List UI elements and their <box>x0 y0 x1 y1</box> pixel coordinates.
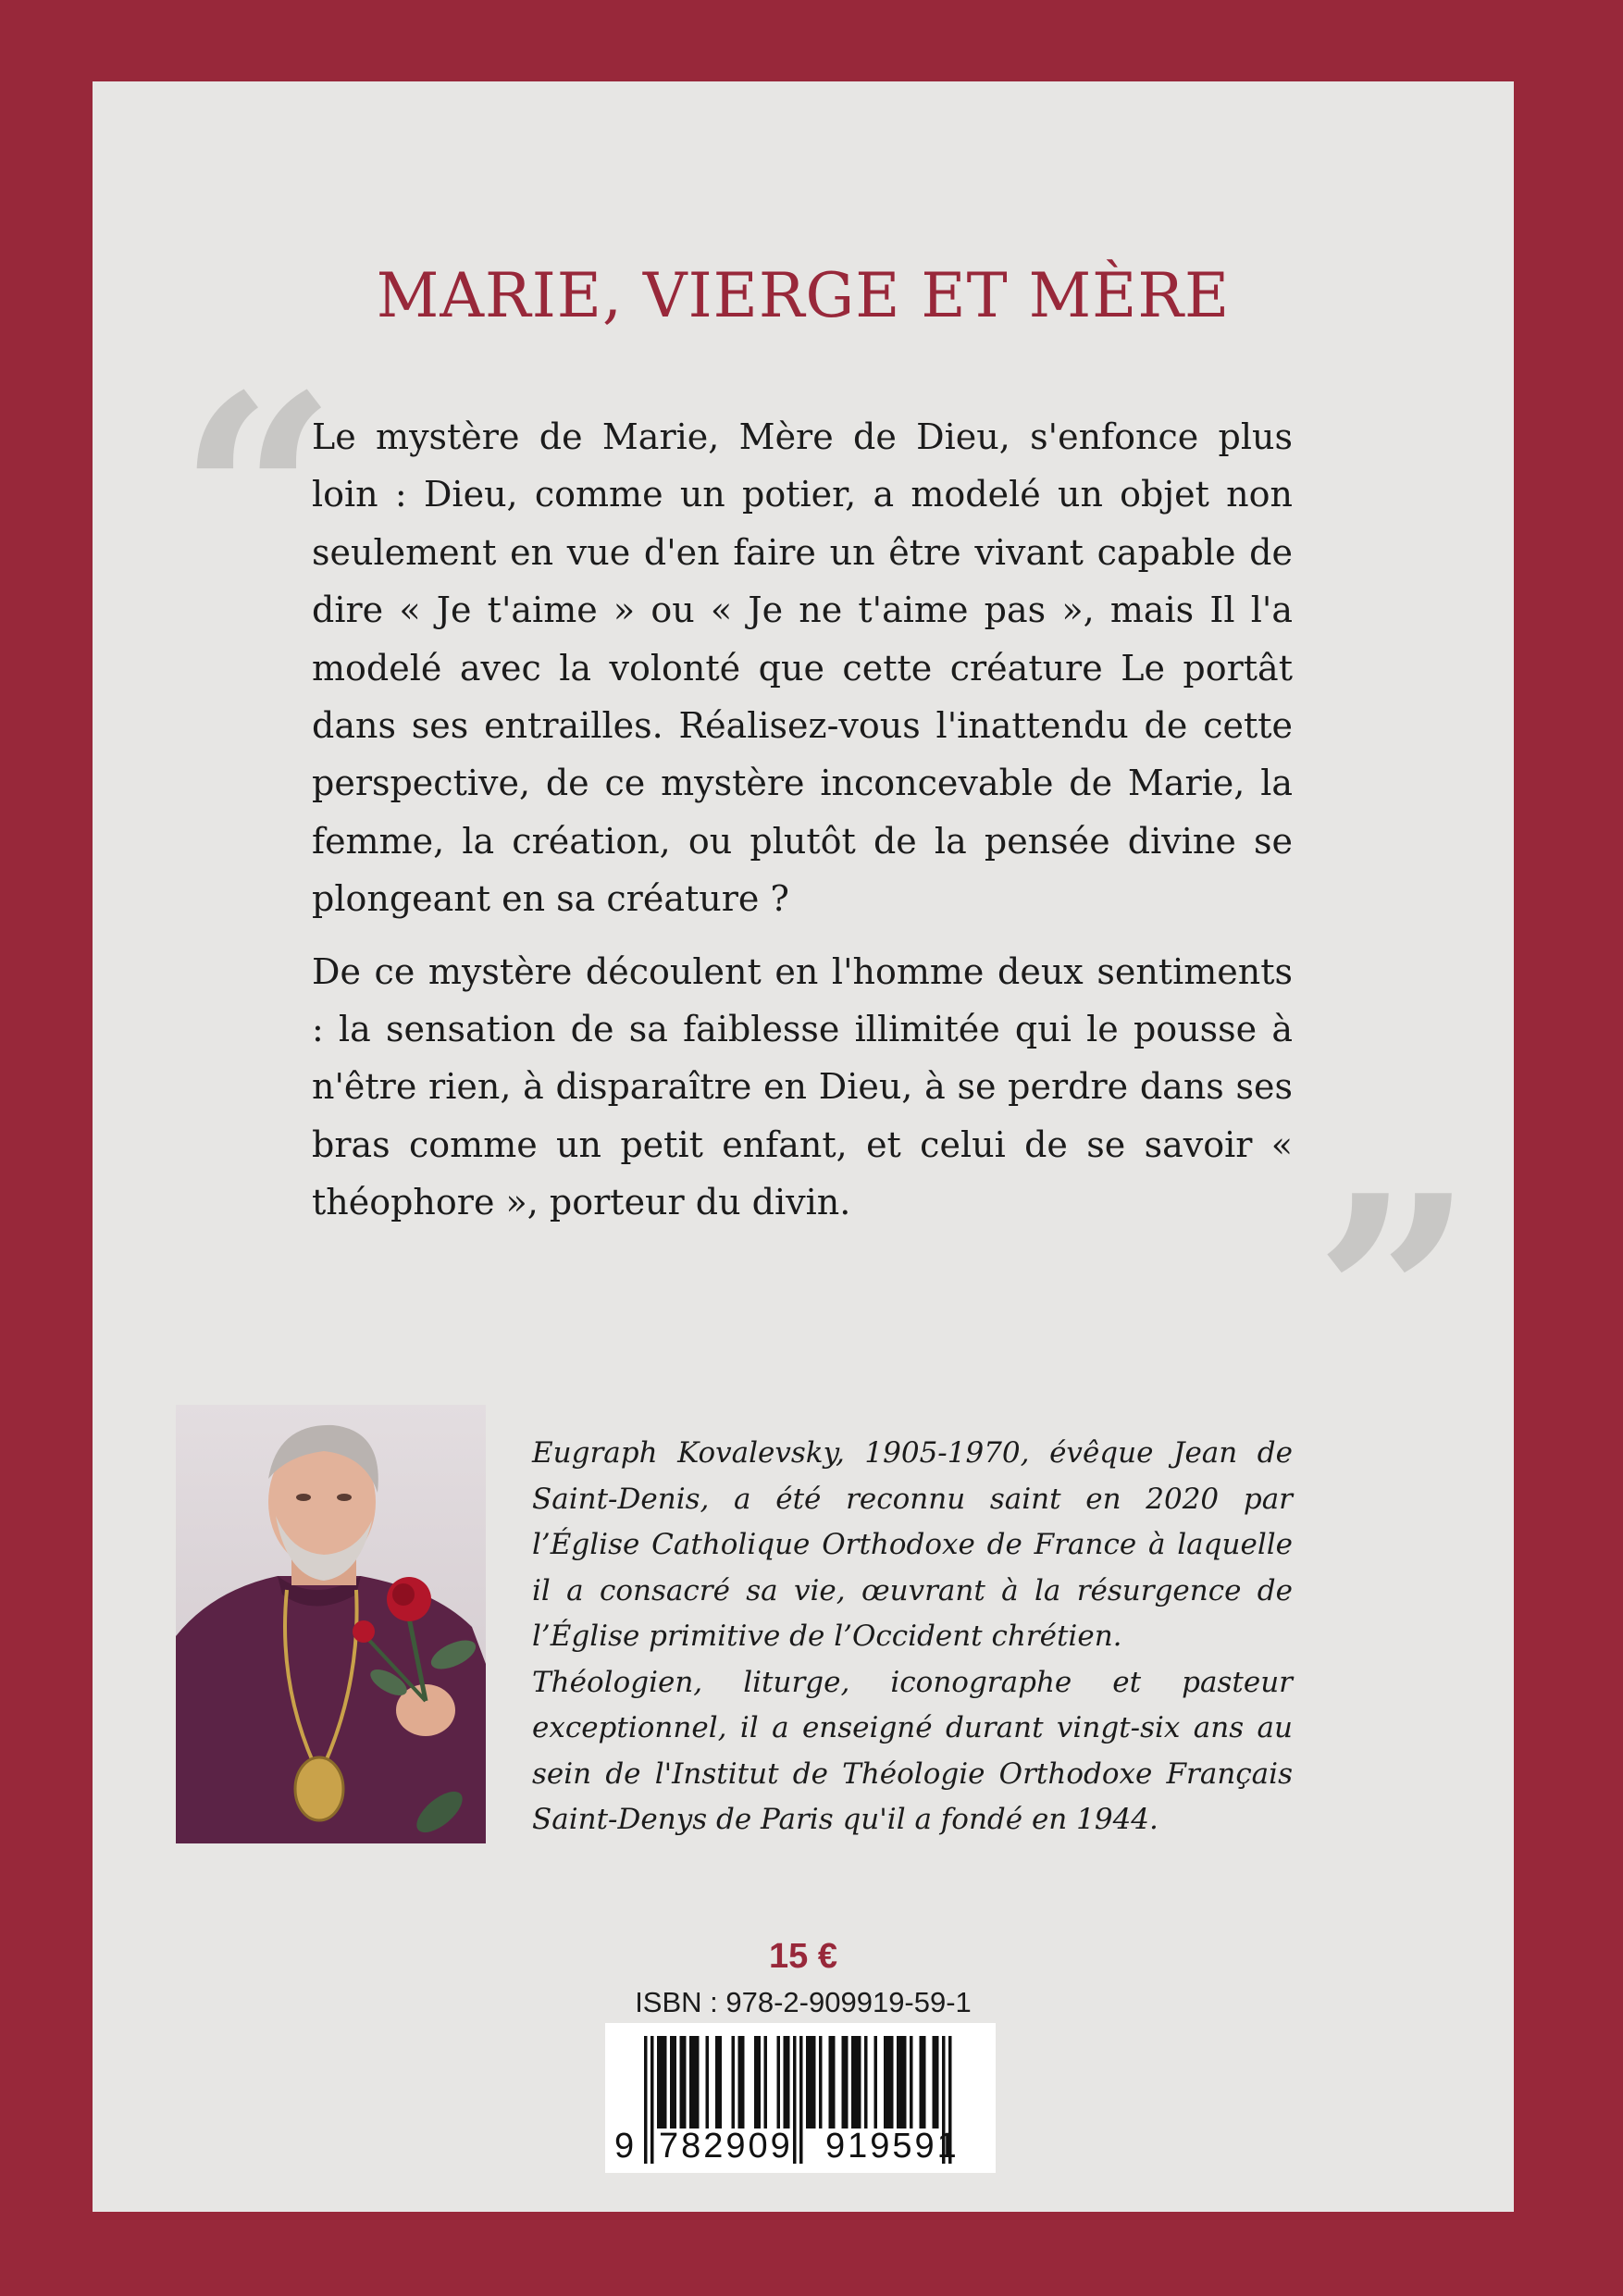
barcode-bar <box>897 2036 900 2128</box>
open-quote-mark: “ <box>178 334 338 661</box>
barcode-bar <box>738 2036 742 2128</box>
barcode-bar <box>741 2036 745 2128</box>
author-bio <box>532 1431 1293 1843</box>
isbn-label: ISBN : 978-2-909919-59-1 <box>635 1986 972 2018</box>
barcode-bar <box>715 2036 719 2128</box>
barcode-right-group: 919591 <box>825 2127 960 2166</box>
barcode-bar <box>812 2036 816 2128</box>
barcode-bar <box>845 2036 849 2128</box>
close-quote-mark: ” <box>1314 1135 1474 1461</box>
barcode-bar <box>693 2036 697 2128</box>
barcode-bar <box>784 2036 787 2128</box>
barcode-bar <box>832 2036 836 2128</box>
barcode-bar <box>787 2036 790 2128</box>
barcode-left-group: 782909 <box>659 2127 793 2166</box>
barcode-bar <box>754 2036 758 2128</box>
barcode-bar <box>920 2036 923 2128</box>
barcode-digits <box>605 2127 996 2167</box>
author-portrait <box>176 1405 486 1843</box>
barcode-bar <box>933 2036 936 2128</box>
barcode-bar <box>903 2036 907 2128</box>
barcode-bar <box>777 2036 781 2128</box>
portrait-illustration <box>176 1405 486 1843</box>
barcode-bar <box>819 2036 823 2128</box>
barcode-bar <box>758 2036 762 2128</box>
barcode-bar <box>806 2036 810 2128</box>
barcode-bar <box>680 2036 684 2128</box>
barcode-bar <box>890 2036 894 2128</box>
barcode-bar <box>732 2036 736 2128</box>
barcode-bar <box>829 2036 833 2128</box>
barcode-bar <box>855 2036 859 2128</box>
quote-paragraph-2: De ce mystère découlent en l'homme deux sentiments : la sensation de sa faiblesse illimitée qui le pousse à n'être rien, à disparaître en Dieu, à se perdre dans ses bras comme un petit enfant, et celui de se savoir « théophore », porteur du divin. <box>312 950 1293 1223</box>
barcode-bar <box>683 2036 687 2128</box>
barcode-bar <box>851 2036 855 2128</box>
barcode-bar <box>884 2036 887 2128</box>
barcode-bar <box>663 2036 667 2128</box>
barcode-bar <box>842 2036 846 2128</box>
barcode-bar <box>764 2036 768 2128</box>
barcode-bar <box>923 2036 926 2128</box>
barcode-bar <box>657 2036 661 2128</box>
barcode-bar <box>874 2036 878 2128</box>
barcode-bar <box>900 2036 904 2128</box>
isbn-barcode <box>605 2023 996 2173</box>
barcode-bar <box>670 2036 674 2128</box>
barcode-bar <box>910 2036 913 2128</box>
book-title: MARIE, VIERGE ET MÈRE <box>376 260 1231 331</box>
bio-paragraph-2: Théologien, liturge, iconographe et pasteur exceptionnel, il a enseigné durant vingt-six ans au sein de l'Institut de Théologie Orthodoxe Français Saint-Denys de Paris qu'il a fondé en 1944. <box>532 1665 1293 1836</box>
barcode-bar <box>935 2036 939 2128</box>
barcode-bar <box>810 2036 813 2128</box>
barcode-first-digit: 9 <box>614 2127 635 2166</box>
barcode-bar <box>689 2036 693 2128</box>
barcode-bar <box>887 2036 891 2128</box>
price-label: 15 € <box>769 1937 837 1976</box>
quote-paragraph-1: Le mystère de Marie, Mère de Dieu, s'enfonce plus loin : Dieu, comme un potier, a modelé un objet non seulement en vue d'en faire un être vivant capable de dire « Je t'aime » ou « Je ne t'aime pas », mais Il l'a modelé avec la volonté que cette créature Le portât dans ses entrailles. Réalisez-vous l'inattendu de cette perspective, de ce mystère inconcevable de Marie, la femme, la création, ou plutôt de la pensée divine se plongeant en sa créature ? <box>312 416 1293 920</box>
barcode-bar <box>719 2036 723 2128</box>
barcode-bar <box>706 2036 710 2128</box>
barcode-bar <box>696 2036 700 2128</box>
barcode-bar <box>661 2036 664 2128</box>
barcode-bar <box>864 2036 868 2128</box>
barcode-bar <box>858 2036 861 2128</box>
back-cover-panel <box>93 81 1514 2212</box>
bio-paragraph-1: Eugraph Kovalevsky, 1905-1970, évêque Jean de Saint-Denis, a été reconnu saint en 2020 par l’Église Catholique Orthodoxe de France à laquelle il a consacré sa vie, œuvrant à la résurgence de l’Église primitive de l’Occident chrétien. <box>532 1436 1293 1653</box>
quote-text <box>312 408 1293 1247</box>
barcode-bar <box>674 2036 677 2128</box>
